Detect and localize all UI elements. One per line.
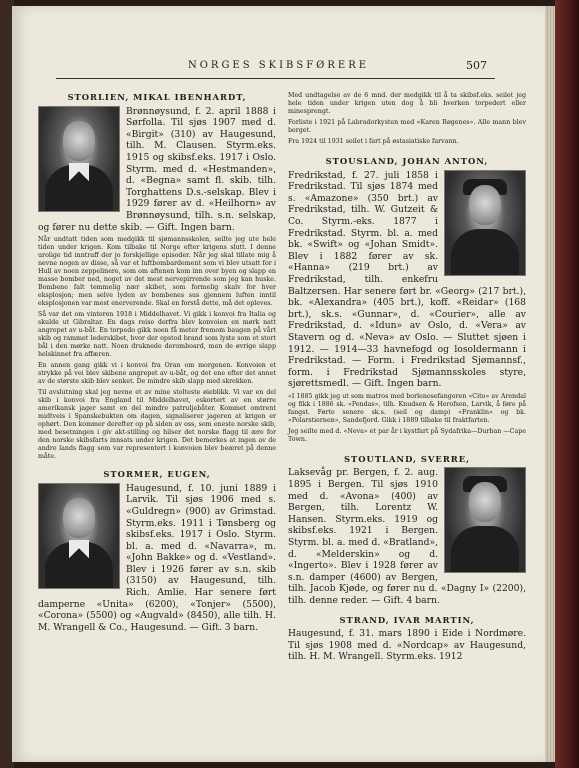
note-stormer-2: Forliste i 1921 på Labradorkysten med «Karen Røgenes». Alle mann blev berget. [288,119,526,134]
note-storlien-4: Til avslutning skal jeg nevne et av mine stolteste øieblikk. Vi var en del skib i konvoi fra England til Middelhavet, eskortert av en større amerikansk jager samt en del mindre patruljebåter. Kommet omtrent midtveis i Spanskebukten om dagen, signaliserer jageren at krigen er ophørt. Den kommer derefter op på siden av oss, som eneste norske skib, med besetningen i giv akt-stilling og hilser det norske flagg til ære for den norske skibsfarts innsats under krigen. Det bemerkes at ingen av de andre lands flagg som var representert i konvoien blev beæret på denne måte. [38,389,276,461]
note-stormer-1: Med undtagelse av de 6 mnd. der medgikk til å ta skibsf.eks. seilet jeg hele tiden under krigen uten dog å bli hverken torpedert eller minesprengt. [288,92,526,115]
note-stousland-1: «I 1885 gikk jeg ut som matros med borlenosefangeren «Cito» av Arendal og fikk i 1886 sk. «Pendas», tilh. Knudsen & Herofsen, Larvik, å føre på fangst. Førte senere sk.s. (seil og damp) «Franklin» og bk. «Polarstiernen», Sandefjord. Gikk i 1889 tilbake til fraktfarten. [288,392,526,424]
book-page [12,6,545,762]
bio-stormer: Haugesund, f. 10. juni 1889 i Larvik. Til sjøs 1906 med s. «Guldregn» (900) av Grimstad. Styrm.eks. 1911 i Tønsberg og skibsf.eks. 1917 i Oslo. Styrm. bl. a. med d. «Navarra», m. «John Bakke» og d. «Vestland». Blev i 1926 fører av s.n. skib (3150) av Haugesund, tilh. Rich. Amlie. Har senere ført damperne «Unita» (6200), «Tonjer» (5500), «Corona» (5500) og «Augvald» (8450), alle tilh. H. M. Wrangell & Co., Haugesund. — Gift. 3 barn. [38,482,276,633]
bio-stoutland: Laksevåg pr. Bergen, f. 2. aug. 1895 i Bergen. Til sjøs 1910 med d. «Avona» (400) av Bergen, tilh. Lorentz W. Hansen. Styrm.eks. 1919 og skibsf.eks. 1921 i Bergen. Styrm. bl. a. med d. «Bratland», d. «Melderskin» og d. «Ingerto». Blev i 1928 fører av s.n. damper (4600) av Bergen, tilh. Jacob Kjøde, og fører nu d. «Dagny I» (2200), tilh. denne reder. — Gift. 4 barn. [288,467,526,606]
note-storlien-3: En annen gang gikk vi i konvoi fra Oran om morgenen. Konvoien et strykke på vei blev skibene angrepet av u-båt, og det ene efter det annet av de største skib blev senket. De mindre skib slapp med skrekken. [38,362,276,386]
book-binding [555,0,579,768]
entry-name-stormer: STORMER, EUGEN, [103,469,211,480]
note-storlien-2: Så var det om vinteren 1918 i Middelhavet. Vi gikk i konvoi fra Italia og skulde ut Gibraltar. En dags reise derfra blev konvoien en mørk natt angrepet av u-båt. En torpedo gikk noen få meter fremom baugen på vårt skib og rammet lederskibet, hvor der opstod brand som lyste som et stort bål i den mørke natt. Noen druknede deromboard, men de øvrige slapp helskinnet fra affæren. [38,311,276,359]
portrait-stoutland [444,467,526,573]
bio-stousland: Fredrikstad, f. 27. juli 1858 i Fredrikstad. Til sjøs 1874 med s. «Amazone» (350 brt.) av Fredrikstad, tilh. W. Gutzeit & Co. Styrm.-eks. 1877 i Fredrikstad. Styrm. bl. a. med bk. «Swift» og «Johan Smidt». Blev i 1882 fører av sk. «Hanna» (219 brt.) av Fredrikstad, tilh. enkefru Baltzersen. Har senere ført br. «Georg» (217 brt.), bk. «Alexandra» (405 brt.), koff. «Reidar» (168 brt.), sk.s. «Gunnar», d. «Courier», alle av Fredrikstad, d. «Idun» av Oslo, d. «Vera» av Stavern og d. «Neva» av Oslo. — Sluttet sjøen i 1912. — 1914—33 havnefogd og losoldermann i Fredrikstad. — Form. i Fredrikstad Sjømannsf., form. i Fredrikstad Sjømannsskoles styre, sjørettsmedl. — Gift. Ingen barn. [288,169,526,390]
portrait-stousland [444,170,526,276]
entry-name-storlien: STORLIEN, MIKAL IBENHARDT, [67,92,247,102]
note-storlien-1: Når undtatt tiden som medgikk til sjømannsskolen, seilte jeg ute hele tiden under krigen. Kom tilbake til Norge efter krigens slutt. I denne urolige tid inntraff der jo forskjellige episoder. Når jeg skal tillate mig å nevne nogen av disse, så var et luftbombardement som vi blev utsatt for i Hull av noen zeppelinere, som om aftenen kom inn over byen og slapp en masse bomber ned, noget av det mest nervepirrende som jeg kan huske. Bombene falt temmelig nær skibet, som formelig skalv for hver eksplosjon; men selve lyden av bombenes sus gjennem luften inntil eksplosjonen var mest enerverende. Skal en forstå dette, må det opleves. [38,236,276,308]
left-column [38,92,276,633]
note-stousland-2: Jeg seilte med d. «Neva» et par år i kystfart på Sydafrika—Durban —Cape Town. [288,427,526,443]
portrait-stormer [38,483,120,589]
entry-name-stoutland: STOUTLAND, SVERRE, [343,453,471,464]
bio-storlien: Brønnøysund, f. 2. april 1888 i Sørfolla. Til sjøs 1907 med d. «Birgit» (310) av Haugesund, tilh. M. Clausen. Styrm.eks. 1915 og skibsf.eks. 1917 i Oslo. Styrm. med d. «Hestmanden», d. «Begna» samt fl. skib. tilh. Torghattens D.s.-selskap. Blev i 1929 fører av d. «Heilhorn» av Brønnøysund, tilh. s.n. selskap, og fører nu dette skib. — Gift. Ingen barn. [38,105,276,233]
portrait-storlien [38,106,120,212]
right-column [288,92,526,663]
header-title: NORGES SKIBSFØRERE [187,60,370,71]
entry-name-strand: STRAND, IVAR MARTIN, [339,614,475,625]
header-rule [56,78,495,79]
note-stormer-3: Fra 1924 til 1931 seilet i fart på østasiatiske farvann. [288,138,459,145]
running-header [12,60,545,76]
page-edges [545,6,555,762]
bio-strand: Haugesund, f. 31. mars 1890 i Eide i Nordmøre. Til sjøs 1908 med d. «Nordcap» av Haugesund, tilh. H. M. Wrangell. Styrm.eks. 1912 [288,628,526,663]
entry-name-stousland: STOUSLAND, JOHAN ANTON, [325,156,489,166]
page-number: 507 [466,59,487,72]
